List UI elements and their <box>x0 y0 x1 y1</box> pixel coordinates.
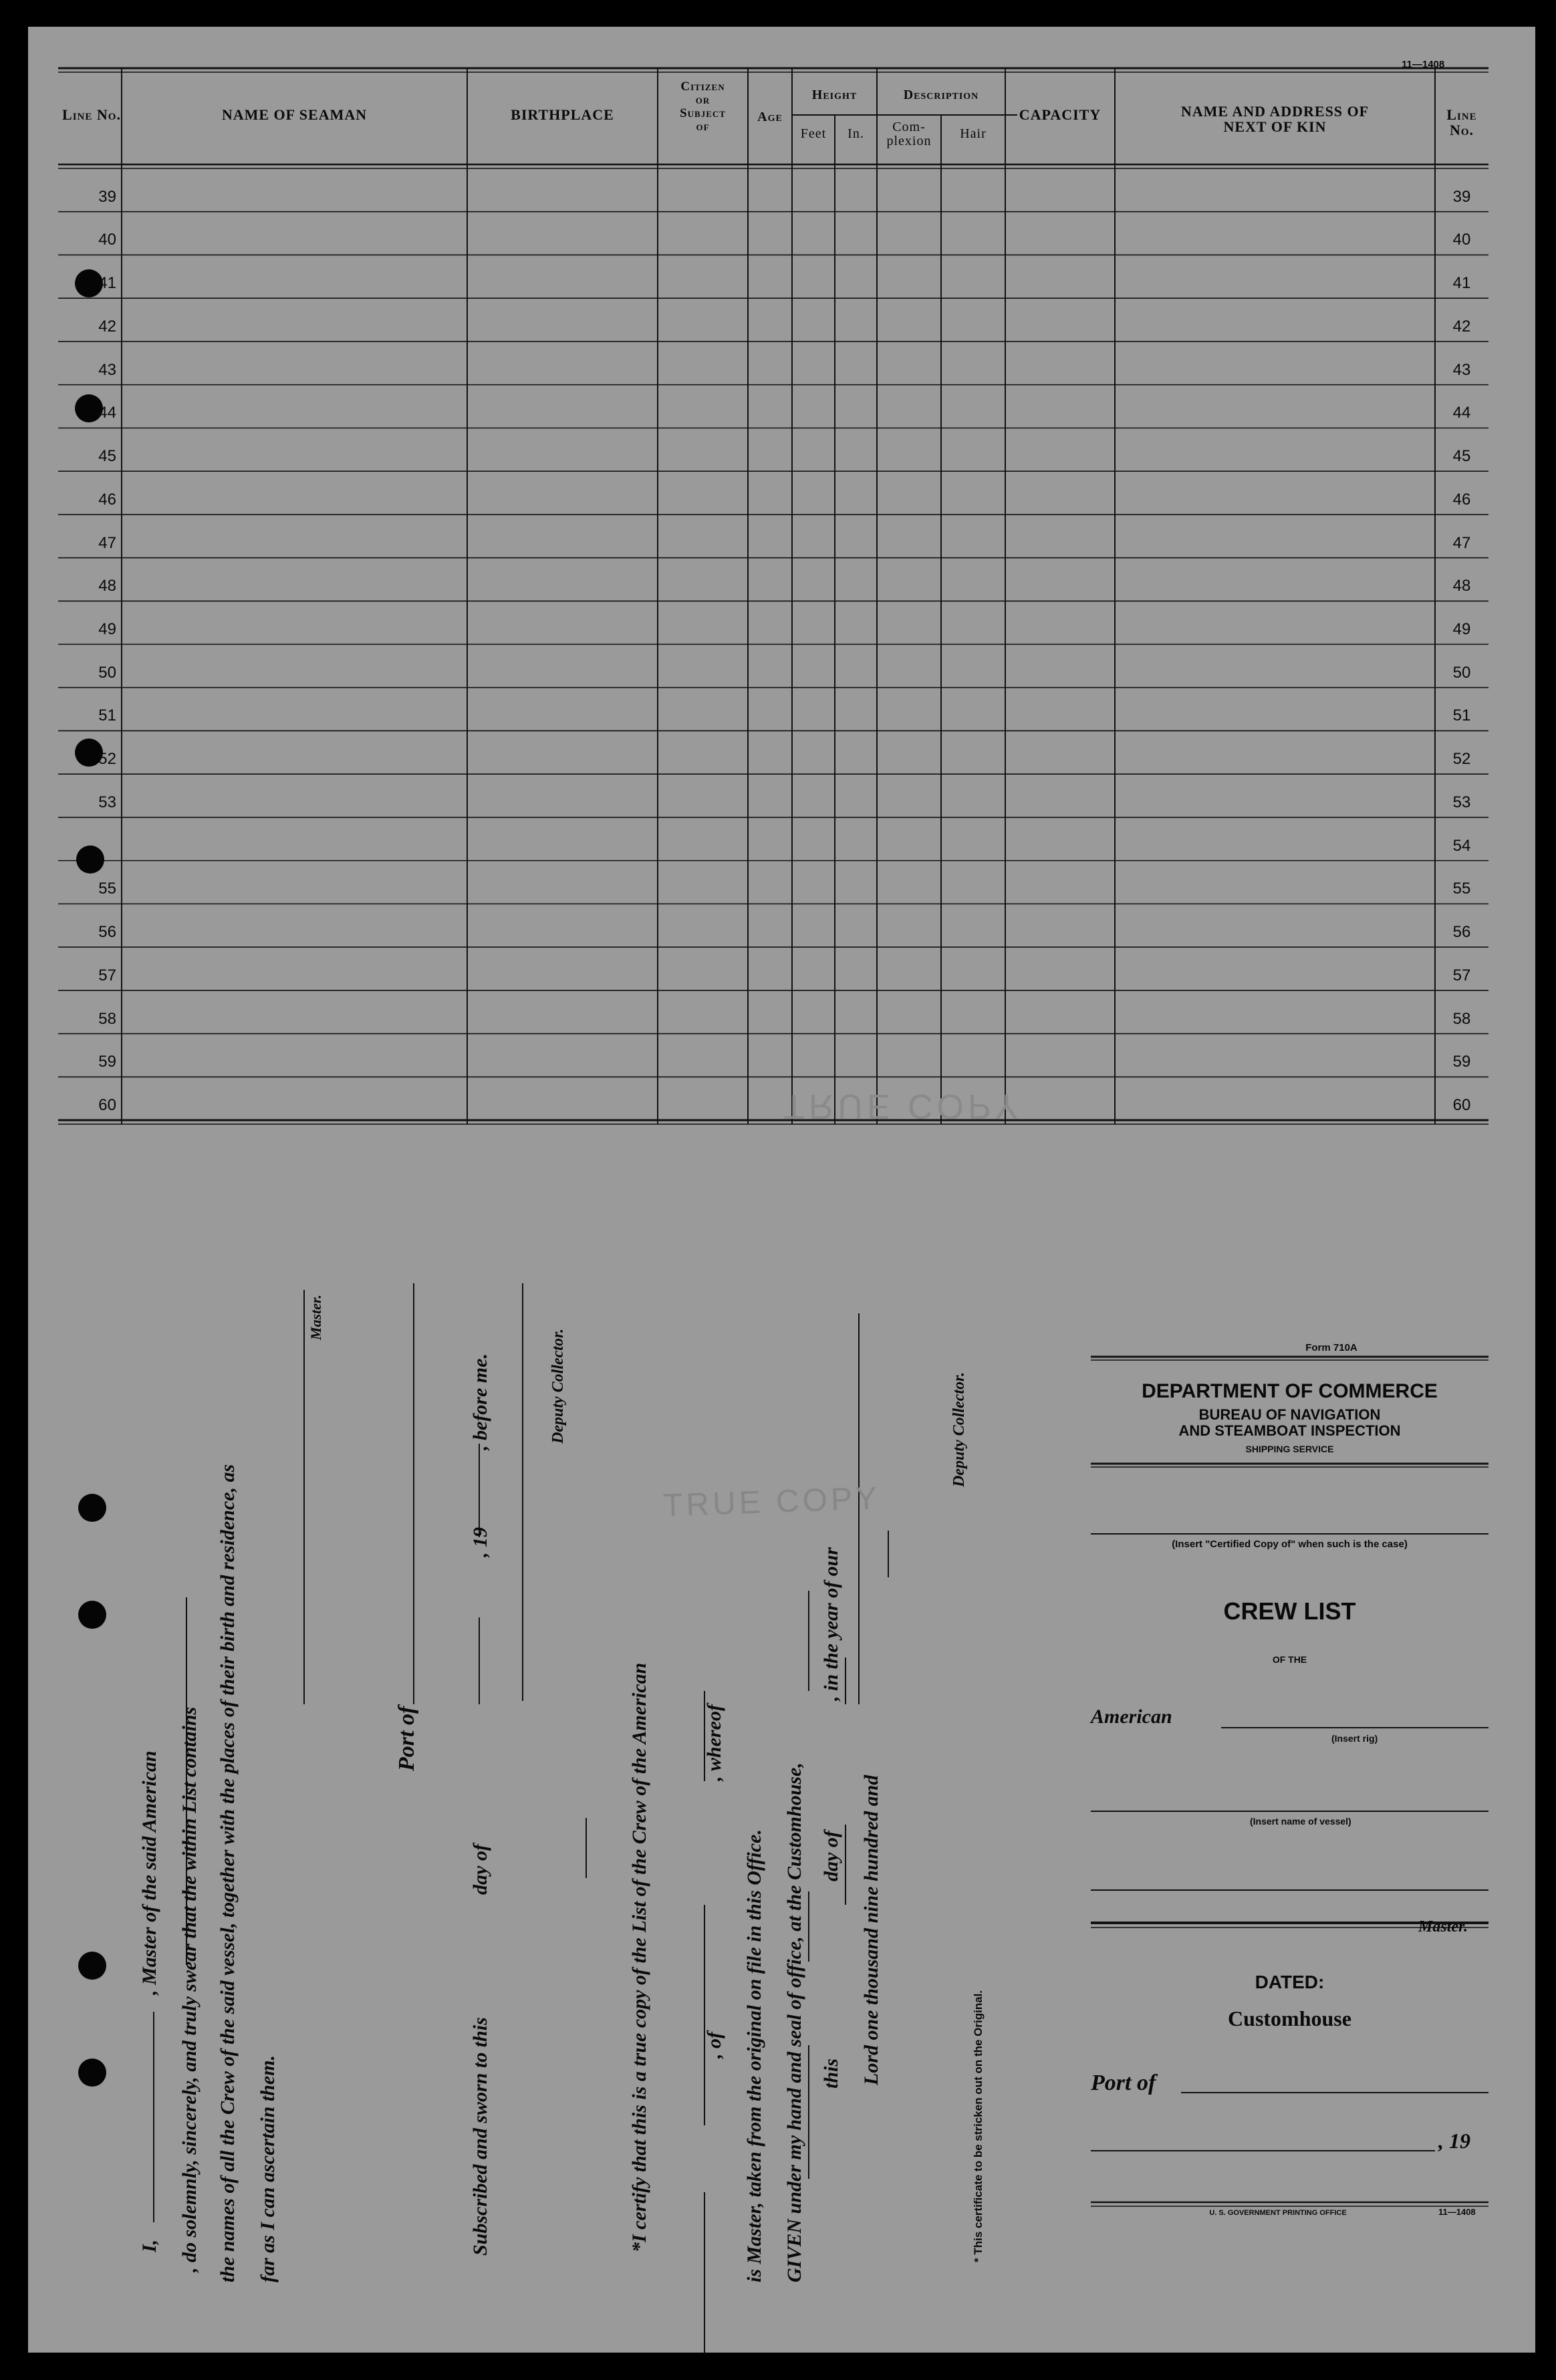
row-number-right: 50 <box>1452 663 1471 682</box>
row-number-right: 52 <box>1452 750 1471 769</box>
row-number-left: 57 <box>98 966 116 984</box>
header-capacity: CAPACITY <box>1019 106 1101 123</box>
row-number-left: 48 <box>98 577 116 596</box>
header-age: Age <box>757 110 783 124</box>
cover-dated: DATED: <box>1255 1972 1325 1992</box>
row-number-left: 46 <box>98 490 116 509</box>
row-number-left: 59 <box>98 1053 116 1071</box>
document-page <box>28 27 1535 2353</box>
certificate-line-2a: , of <box>703 2032 725 2059</box>
cover-insert-vessel: (Insert name of vessel) <box>1250 1816 1351 1827</box>
crew-table-grid <box>28 27 1535 1136</box>
row-number-left: 49 <box>98 620 116 638</box>
row-number-left: 60 <box>98 1096 116 1114</box>
certificate-line-1: *I certify that this is a true copy of the List of the Crew of the American <box>628 1662 650 2252</box>
row-number-left: 55 <box>98 880 116 898</box>
cover-american: American <box>1091 1706 1172 1728</box>
row-number-right: 49 <box>1452 620 1471 638</box>
row-number-right: 40 <box>1452 231 1471 249</box>
row-number-right: 60 <box>1452 1096 1471 1114</box>
row-number-left: 51 <box>98 706 116 725</box>
cover-form-number-bottom: 11—1408 <box>1438 2207 1476 2217</box>
row-number-left: 53 <box>98 793 116 811</box>
certificate-footnote: * This certificate to be stricken out on the Original. <box>972 1990 985 2262</box>
row-number-right: 57 <box>1452 966 1471 984</box>
oath-line-1b: , Master of the said American <box>138 1750 160 1995</box>
certificate-line-2b: , whereof <box>703 1704 725 1781</box>
certificate-line-3: is Master, taken from the original on file in this Office. <box>743 1829 765 2282</box>
row-number-left: 56 <box>98 923 116 942</box>
oath-master: Master. <box>307 1295 324 1340</box>
row-number-right: 53 <box>1452 793 1471 811</box>
cover-port-of: Port of <box>1091 2071 1156 2095</box>
cover-year: , 19 <box>1438 2129 1470 2153</box>
row-number-right: 39 <box>1452 187 1471 206</box>
header-name-of-seaman: NAME OF SEAMAN <box>221 106 368 123</box>
row-number-right: 45 <box>1452 447 1471 466</box>
oath-subscribed-c: , 19 <box>469 1527 491 1557</box>
cover-service: SHIPPING SERVICE <box>1245 1444 1334 1454</box>
cover-title: CREW LIST <box>1223 1597 1356 1625</box>
oath-subscribed-b: day of <box>469 1844 491 1895</box>
oath-line-2: , do solemnly, sincerely, and truly swear that the within List contains <box>178 1706 201 2272</box>
row-number-left: 43 <box>98 360 116 379</box>
header-complexion: Com- plexion <box>886 120 932 148</box>
row-number-right: 58 <box>1452 1009 1471 1028</box>
row-number-left: 44 <box>98 404 116 422</box>
cover-department: DEPARTMENT OF COMMERCE <box>1142 1380 1438 1402</box>
header-inches: In. <box>848 126 864 141</box>
certificate-line-5c: , in the year of our <box>820 1547 842 1701</box>
row-number-left: 58 <box>98 1009 116 1028</box>
cover-customhouse: Customhouse <box>1228 2006 1351 2030</box>
row-number-left: 39 <box>98 187 116 206</box>
certificate-line-5b: day of <box>820 1831 842 1881</box>
punch-hole <box>76 845 104 874</box>
header-hair: Hair <box>960 126 987 141</box>
row-number-right: 56 <box>1452 923 1471 942</box>
oath-subscribed-a: Subscribed and sworn to this <box>469 2017 491 2256</box>
row-number-right: 55 <box>1452 880 1471 898</box>
cover-of-the: OF THE <box>1272 1654 1307 1665</box>
row-number-left: 42 <box>98 317 116 336</box>
oath-deputy-collector: Deputy Collector. <box>549 1329 567 1444</box>
header-line-no: Line No. <box>62 106 121 123</box>
row-number-left: 52 <box>98 750 116 769</box>
header-birthplace: BIRTHPLACE <box>511 106 614 123</box>
oath-subscribed-d: , before me. <box>469 1353 491 1450</box>
certificate-line-6: Lord one thousand nine hundred and <box>860 1774 882 2085</box>
row-number-left: 40 <box>98 231 116 249</box>
row-number-right: 54 <box>1452 836 1471 855</box>
oath-line-3: the names of all the Crew of the said vessel, together with the places of their birth and residence, as <box>217 1464 239 2282</box>
row-number-left: 45 <box>98 447 116 466</box>
row-number-left: 50 <box>98 663 116 682</box>
certificate-line-5a: this <box>820 2058 842 2089</box>
row-number-right: 59 <box>1452 1053 1471 1071</box>
cover-insert-rig: (Insert rig) <box>1331 1733 1378 1744</box>
oath-line-1a: I, <box>138 2239 160 2252</box>
certificate-deputy-collector: Deputy Collector. <box>950 1372 968 1487</box>
cover-form-number: Form 710A <box>1305 1342 1357 1353</box>
header-next-of-kin: NAME AND ADDRESS OF NEXT OF KIN <box>1180 103 1370 136</box>
row-number-right: 51 <box>1452 706 1471 725</box>
header-height: Height <box>811 88 858 102</box>
oath-line-4: far as I can ascertain them. <box>257 2055 279 2282</box>
row-number-right: 42 <box>1452 317 1471 336</box>
header-feet: Feet <box>800 126 827 141</box>
oath-port-of: Port of <box>394 1706 419 1771</box>
header-citizen: Citizen or Subject of <box>680 80 726 134</box>
row-number-right: 47 <box>1452 533 1471 552</box>
row-number-right: 44 <box>1452 404 1471 422</box>
row-number-right: 43 <box>1452 360 1471 379</box>
cover-printer: U. S. GOVERNMENT PRINTING OFFICE <box>1209 2209 1347 2217</box>
header-description: Description <box>903 88 979 102</box>
cover-bureau: BUREAU OF NAVIGATION AND STEAMBOAT INSPECTION <box>1178 1406 1401 1440</box>
certificate-line-4: GIVEN under my hand and seal of office, at the Customhouse, <box>783 1762 805 2282</box>
row-number-right: 46 <box>1452 490 1471 509</box>
bleed-through-stamp: TRUE COPY <box>783 1087 1023 1126</box>
row-number-left: 41 <box>98 274 116 293</box>
bleed-through-stamp-2: TRUE COPY <box>662 1480 881 1524</box>
header-line-no-right: Line No. <box>1446 106 1477 139</box>
cover-insert-certified: (Insert "Certified Copy of" when such is the case) <box>1172 1539 1408 1550</box>
row-number-right: 41 <box>1452 274 1471 293</box>
cover-master: Master. <box>1418 1918 1468 1936</box>
form-number: 11—1408 <box>1402 59 1445 70</box>
row-number-right: 48 <box>1452 577 1471 596</box>
row-number-left: 47 <box>98 533 116 552</box>
